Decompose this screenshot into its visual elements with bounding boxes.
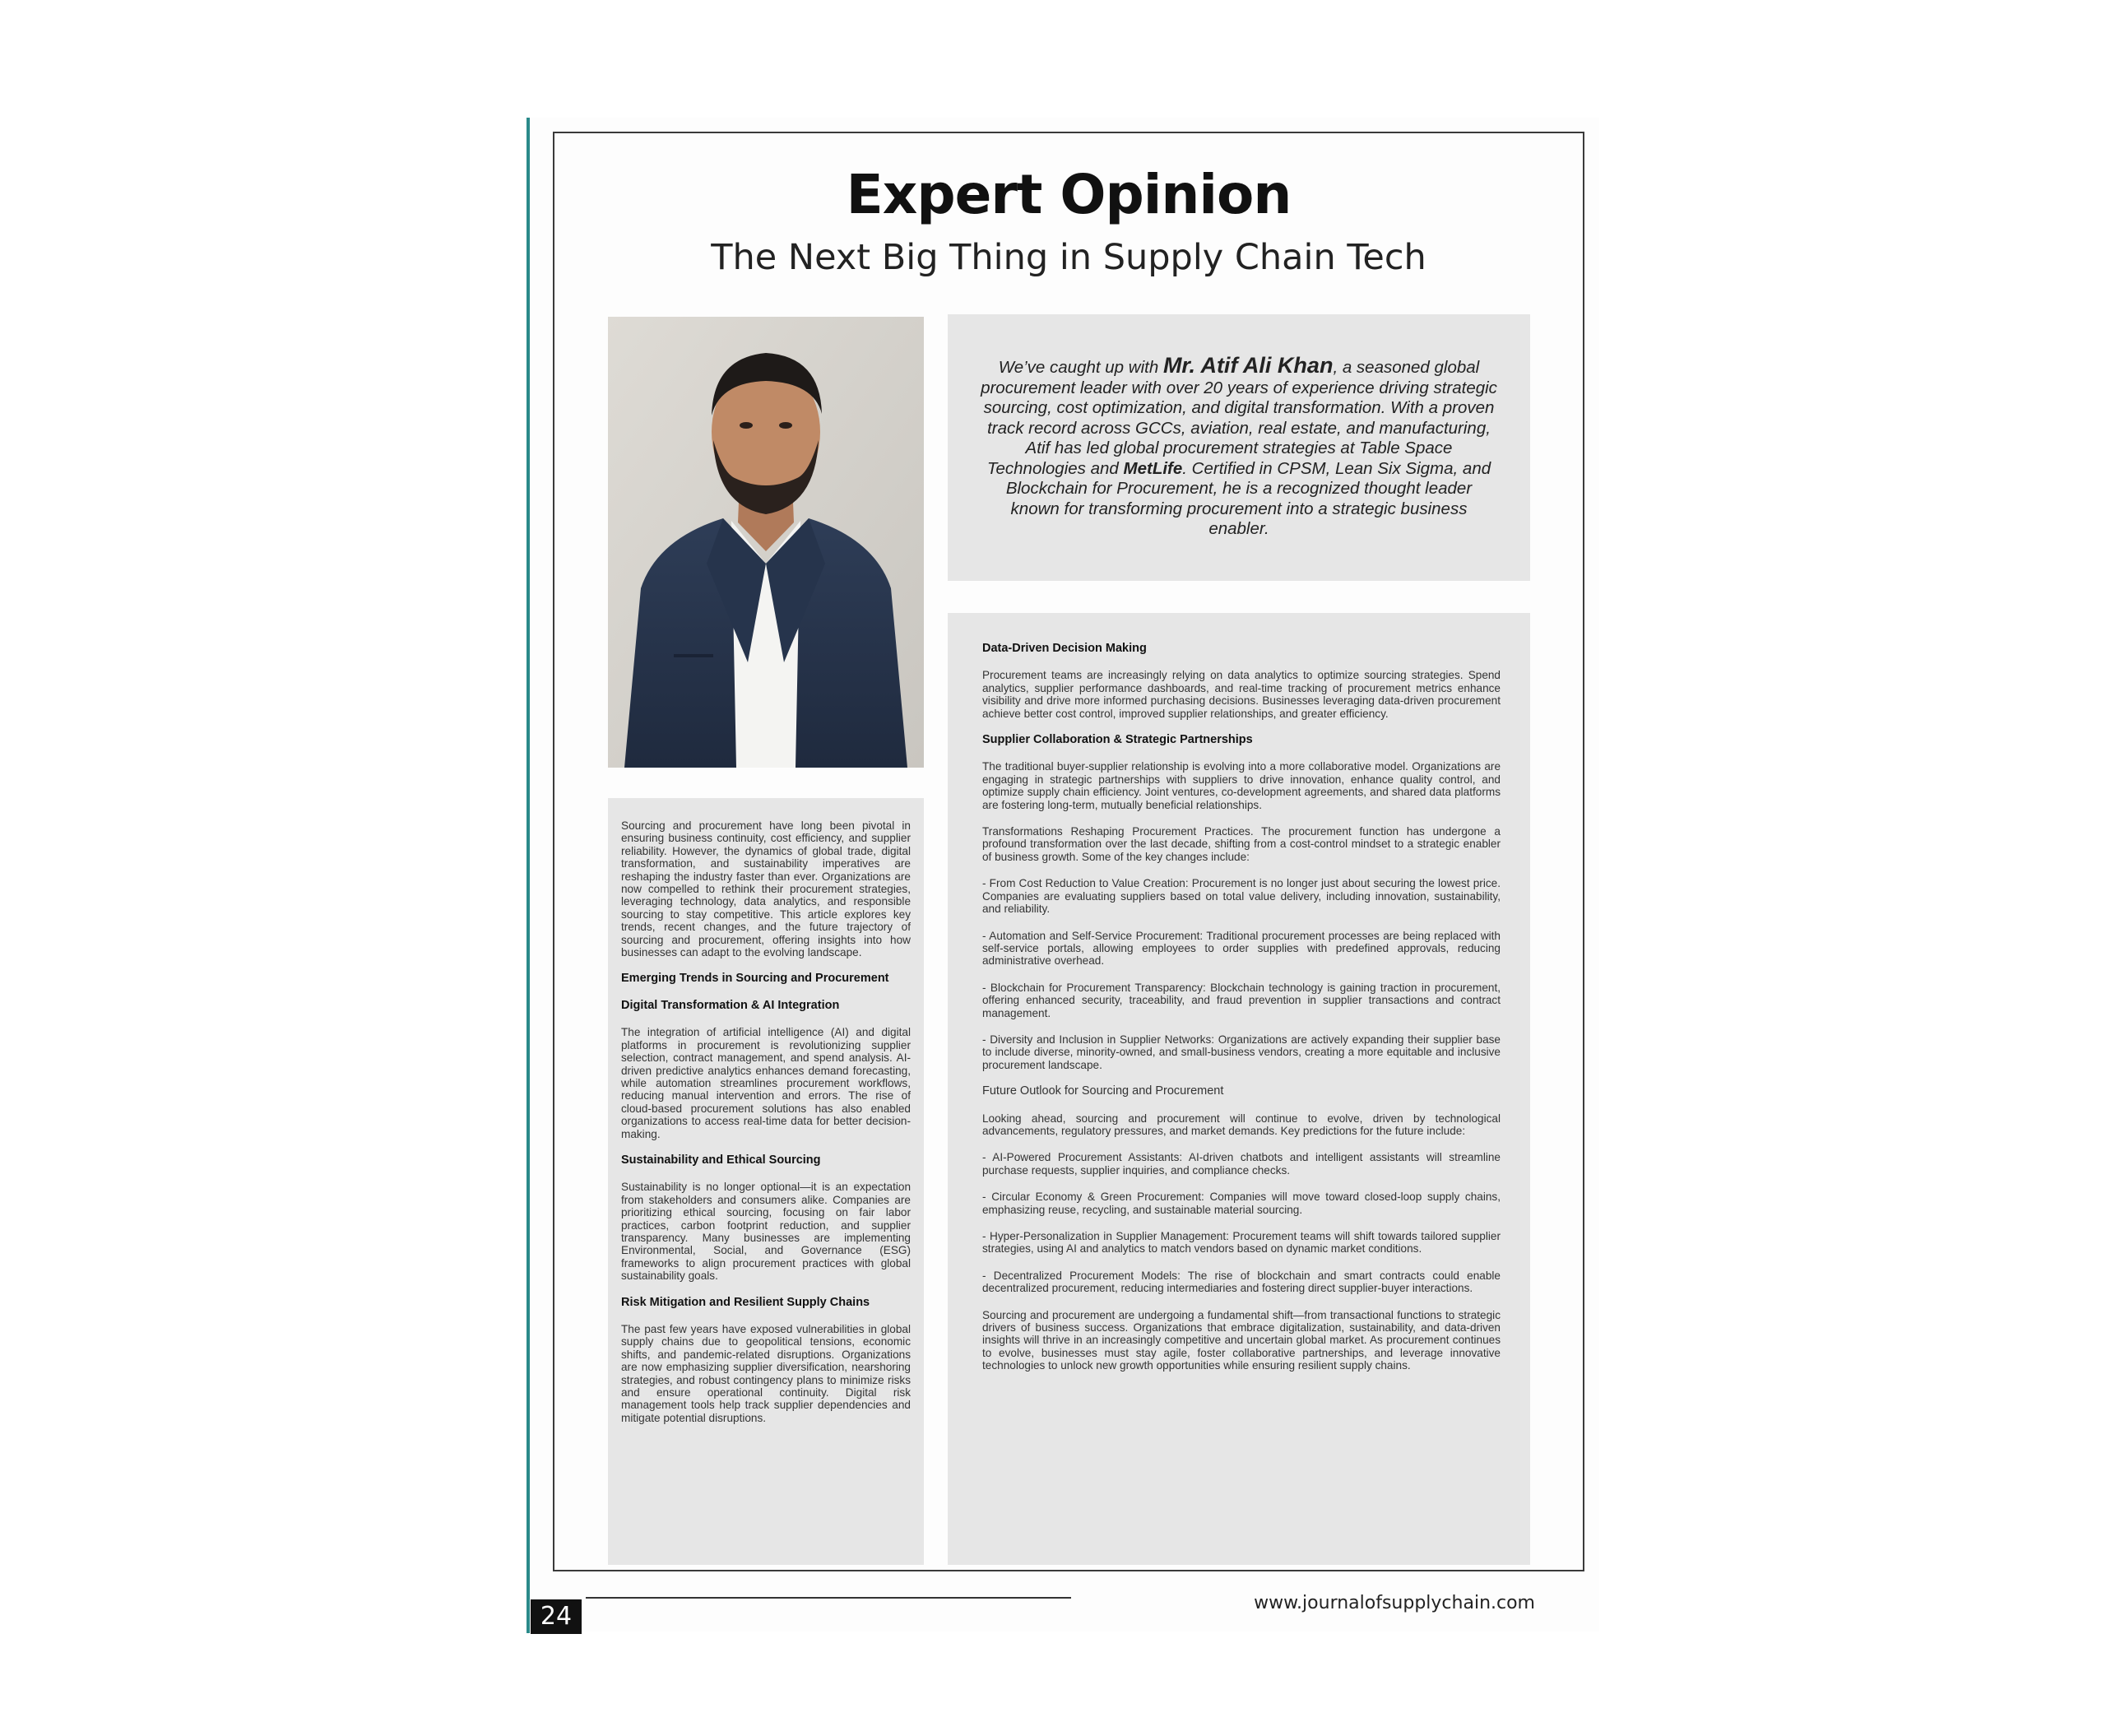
paragraph: The integration of artificial intelligence (AI) and digital platforms in procurement is revolutionizing supplier selection, contract management, and spend analysis. AI-driven predictive analytics enhances demand forecasting, while automation streamlines procurement workflows, reducing manual intervention and errors. The rise of cloud-based procurement solutions has also enabled organizations to access real-time data for better decision-making. (621, 1026, 911, 1140)
intro-prefix: We’ve caught up with (998, 358, 1163, 377)
right-article-column (948, 613, 1530, 1565)
paragraph: - Automation and Self-Service Procurement: Traditional procurement processes are being replaced with self-service portals, allowing employees to order supplies with predefined approvals, reducing administrative overhead. (982, 929, 1501, 968)
section-heading: Sustainability and Ethical Sourcing (621, 1153, 821, 1167)
section-heading: Digital Transformation & AI Integration (621, 998, 840, 1012)
page-subtitle: The Next Big Thing in Supply Chain Tech (711, 237, 1426, 278)
intro-text-1: , a seasoned global procurement leader with over 20 years of experience driving strategic sourcing, cost optimization, and digital transformation. With a proven track record across GCCs, aviation, real estate, and manufacturing, Atif has led global procurement strategies at Table Space Technologies and (981, 358, 1497, 478)
paragraph: Sourcing and procurement are undergoing a fundamental shift—from transactional functions to strategic drivers of business success. Organizations that embrace digitalization, sustainability, and data-driven insights will thrive in an increasingly competitive and uncertain global market. As procurement continues to evolve, businesses must stay agile, foster collaborative partnerships, and leverage innovative technologies to unlock new growth opportunities while ensuring resilient supply chains. (982, 1308, 1501, 1372)
paragraph: - Circular Economy & Green Procurement: Companies will move toward closed-loop supply chains, emphasizing reuse, recycling, and sustainable material sourcing. (982, 1191, 1501, 1216)
page-title: Expert Opinion (846, 163, 1292, 226)
paragraph: - From Cost Reduction to Value Creation: Procurement is no longer just about securing the lowest price. Companies are evaluating suppliers based on total value delivery, including innovation, sustainability, and reliability. (982, 877, 1501, 916)
paragraph: - AI-Powered Procurement Assistants: AI-driven chatbots and intelligent assistants will streamline purchase requests, supplier inquiries, and compliance checks. (982, 1151, 1501, 1177)
paragraph: - Diversity and Inclusion in Supplier Networks: Organizations are actively expanding their supplier base to include diverse, minority-owned, and small-business vendors, creating a more equitable and inclusive procurement landscape. (982, 1033, 1501, 1071)
paragraph: The past few years have exposed vulnerabilities in global supply chains due to geopolitical tensions, economic shifts, and pandemic-related disruptions. Organizations are now emphasizing supplier diversification, nearshoring strategies, and robust contingency plans to minimize risks and ensure operational continuity. Digital risk management tools help track supplier dependencies and mitigate potential disruptions. (621, 1323, 911, 1424)
paragraph: Looking ahead, sourcing and procurement will continue to evolve, driven by technological advancements, regulatory pressures, and market demands. Key predictions for the future include: (982, 1112, 1501, 1137)
company-name: MetLife (1123, 458, 1183, 478)
left-article-column (608, 798, 924, 1565)
spine-accent-line (526, 118, 530, 1633)
paragraph: - Blockchain for Procurement Transparency: Blockchain technology is gaining traction in procurement, offering enhanced security, traceability, and fraud prevention in supplier transactions and contract management. (982, 981, 1501, 1019)
website-link[interactable]: www.journalofsupplychain.com (1254, 1593, 1535, 1613)
expert-name: Mr. Atif Ali Khan (1162, 353, 1334, 378)
portrait-illustration (608, 317, 924, 768)
section-heading: Supplier Collaboration & Strategic Partnerships (982, 733, 1253, 747)
section-heading: Emerging Trends in Sourcing and Procurement (621, 972, 889, 986)
intro-quote-box (948, 314, 1530, 581)
paragraph: - Decentralized Procurement Models: The rise of blockchain and smart contracts could enable decentralized procurement, reducing intermediaries and fostering direct supplier-buyer interactions. (982, 1269, 1501, 1295)
footer-divider (586, 1597, 1071, 1599)
intro-text-2: . Certified in CPSM, Lean Six Sigma, and Blockchain for Procurement, he is a recognized thought leader known for transforming procurement into a strategic business enabler. (1005, 458, 1491, 538)
paragraph: Procurement teams are increasingly relying on data analytics to optimize sourcing strategies. Spend analytics, supplier performance dashboards, and real-time tracking of procurement metrics enhance visibility and drive more informed purchasing decisions. Businesses leveraging data-driven procurement achieve better cost control, improved supplier relationships, and greater efficiency. (982, 669, 1501, 720)
section-heading: Future Outlook for Sourcing and Procurement (982, 1084, 1224, 1098)
section-heading: Risk Mitigation and Resilient Supply Chains (621, 1295, 870, 1309)
portrait-photo (608, 317, 924, 768)
page-number: 24 (531, 1599, 582, 1634)
section-heading: Data-Driven Decision Making (982, 642, 1147, 655)
paragraph: Sustainability is no longer optional—it is an expectation from stakeholders and consumers alike. Companies are prioritizing ethical sourcing, focusing on fair labor practices, carbon footprint reduction, and supplier transparency. Many businesses are implementing Environmental, Social, and Governance (ESG) frameworks to align procurement practices with global sustainability goals. (621, 1181, 911, 1283)
paragraph: Sourcing and procurement have long been pivotal in ensuring business continuity, cost efficiency, and supplier reliability. However, the dynamics of global trade, digital transformation, and sustainability imperatives are reshaping the industry faster than ever. Organizations are now compelled to rethink their procurement strategies, leveraging technology, data analytics, and responsible sourcing to stay competitive. This article explores key trends, recent changes, and the future trajectory of sourcing and procurement, offering insights into how businesses can adapt to the evolving landscape. (621, 819, 911, 959)
paragraph: The traditional buyer-supplier relationship is evolving into a more collaborative model. Organizations are engaging in strategic partnerships with suppliers to drive innovation, enhance quality control, and optimize supply chain efficiency. Joint ventures, co-development agreements, and shared data platforms are fostering long-term, mutually beneficial relationships. (982, 760, 1501, 811)
paragraph: Transformations Reshaping Procurement Practices. The procurement function has undergone a profound transformation over the last decade, shifting from a cost-control mindset to a strategic enabler of business growth. Some of the key changes include: (982, 825, 1501, 863)
paragraph: - Hyper-Personalization in Supplier Management: Procurement teams will shift towards tailored supplier strategies, using AI and analytics to match vendors based on dynamic market conditions. (982, 1230, 1501, 1256)
